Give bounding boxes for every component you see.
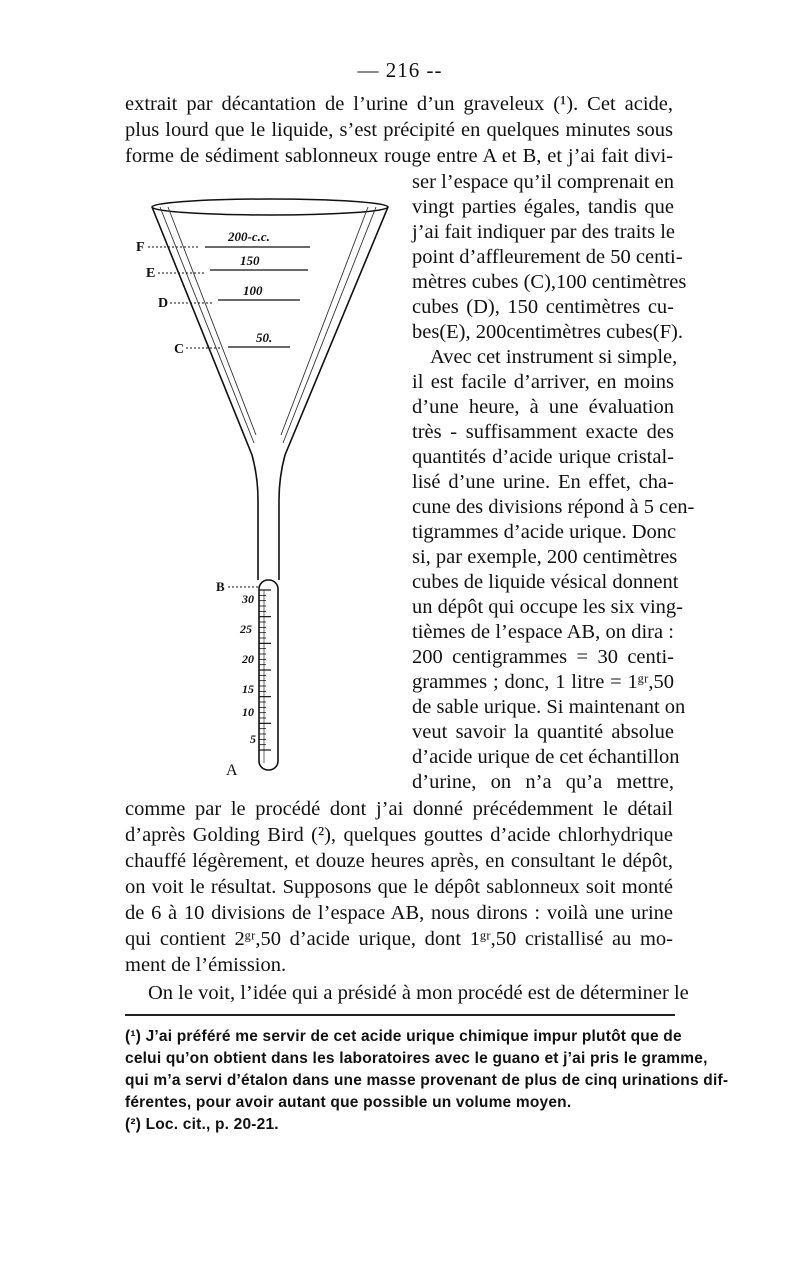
column-line: tigrammes d’acide urique. Donc — [412, 521, 677, 543]
body-line: forme de sédiment sablonneux rouge entre A et B, et j’ai fait divi- — [125, 145, 673, 167]
column-line: quantités d’acide urique cristal- — [412, 446, 674, 468]
footnote-line: celui qu’on obtient dans les laboratoires avec le guano et j’ai pris le gramme, — [125, 1050, 708, 1067]
body-line: plus lourd que le liquide, s’est précipité en quelques minutes sous — [125, 119, 673, 141]
funnel-rim — [152, 199, 388, 215]
tube-scale-25: 25 — [240, 622, 252, 636]
mark-200cc: 200-c.c. — [228, 229, 270, 244]
body-line: qui contient 2ᵍʳ,50 d’acide urique, dont 1ᵍʳ,50 cristallisé au mo- — [125, 928, 673, 950]
body-line: on voit le résultat. Supposons que le dépôt sablonneux soit monté — [125, 876, 673, 898]
label-A: A — [226, 762, 238, 779]
column-line: cubes de liquide vésical donnent — [412, 571, 679, 593]
label-C: C — [174, 342, 185, 357]
funnel-outline — [152, 207, 388, 580]
tube-scale-15: 15 — [242, 682, 254, 696]
column-line: ser l’espace qu’il comprenait en — [412, 171, 674, 193]
column-line: j’ai fait indiquer par des traits le — [412, 221, 675, 243]
column-line: très - suffisamment exacte des — [412, 421, 674, 443]
mark-150: 150 — [240, 253, 260, 268]
column-line: point d’affleurement de 50 centi- — [412, 246, 683, 268]
column-line: il est facile d’arriver, en moins — [412, 371, 674, 393]
column-line: Avec cet instrument si simple, — [430, 346, 678, 368]
column-line: cubes (D), 150 centimètres cu- — [412, 296, 674, 318]
body-line: extrait par décantation de l’urine d’un graveleux (¹). Cet acide, — [125, 93, 673, 115]
footnote-line: (²) Loc. cit., p. 20-21. — [125, 1116, 279, 1133]
funnel-figure — [130, 185, 400, 785]
body-line: d’après Golding Bird (²), quelques gouttes d’acide chlorhydrique — [125, 824, 673, 846]
footnote-line: férentes, pour avoir autant que possible un volume moyen. — [125, 1094, 572, 1111]
column-line: tièmes de l’espace AB, on dira : — [412, 621, 674, 643]
label-D: D — [158, 296, 169, 311]
column-line: bes(E), 200centimètres cubes(F). — [412, 321, 683, 343]
tube-scale-30: 30 — [242, 592, 254, 606]
tube-scale-20: 20 — [242, 652, 254, 666]
body-line: On le voit, l’idée qui a présidé à mon procédé est de déterminer le — [148, 982, 689, 1004]
column-line: mètres cubes (C),100 centimètres — [412, 271, 687, 293]
page-number: — 216 -- — [357, 58, 443, 82]
mark-100: 100 — [243, 283, 263, 298]
column-line: cune des divisions répond à 5 cen- — [412, 496, 695, 518]
column-line: vingt parties égales, tandis que — [412, 196, 674, 218]
footnote-line: qui m’a servi d’étalon dans une masse provenant de plus de cinq urinations dif- — [125, 1072, 729, 1089]
label-F: F — [136, 240, 145, 255]
column-line: d’urine, on n’a qu’a mettre, — [412, 771, 674, 793]
tube-scale-10: 10 — [242, 705, 254, 719]
body-line: comme par le procédé dont j’ai donné précédemment le détail — [125, 798, 673, 820]
tube-ticks — [259, 590, 271, 750]
column-line: lisé d’une urine. En effet, cha- — [412, 471, 674, 493]
column-line: un dépôt qui occupe les six ving- — [412, 596, 684, 618]
column-line: 200 centigrammes = 30 centi- — [412, 646, 674, 668]
column-line: si, par exemple, 200 centimètres — [412, 546, 678, 568]
body-line: ment de l’émission. — [125, 954, 287, 976]
column-line: d’une heure, à une évaluation — [412, 396, 674, 418]
column-line: de sable urique. Si maintenant on — [412, 696, 686, 718]
label-B: B — [216, 579, 225, 594]
body-line: de 6 à 10 divisions de l’espace AB, nous dirons : voilà une urine — [125, 902, 673, 924]
tube-scale-5: 5 — [250, 732, 256, 746]
label-E: E — [146, 266, 156, 281]
column-line: veut savoir la quantité absolue — [412, 721, 674, 743]
column-line: d’acide urique de cet échantillon — [412, 746, 680, 768]
footnote-line: (¹) J’ai préféré me servir de cet acide urique chimique impur plutôt que de — [125, 1028, 682, 1045]
footnote-rule — [125, 1014, 675, 1016]
column-line: grammes ; donc, 1 litre = 1ᵍʳ,50 — [412, 671, 674, 693]
mark-50: 50. — [256, 330, 273, 345]
body-line: chauffé légèrement, et douze heures après, en consultant le dépôt, — [125, 850, 673, 872]
